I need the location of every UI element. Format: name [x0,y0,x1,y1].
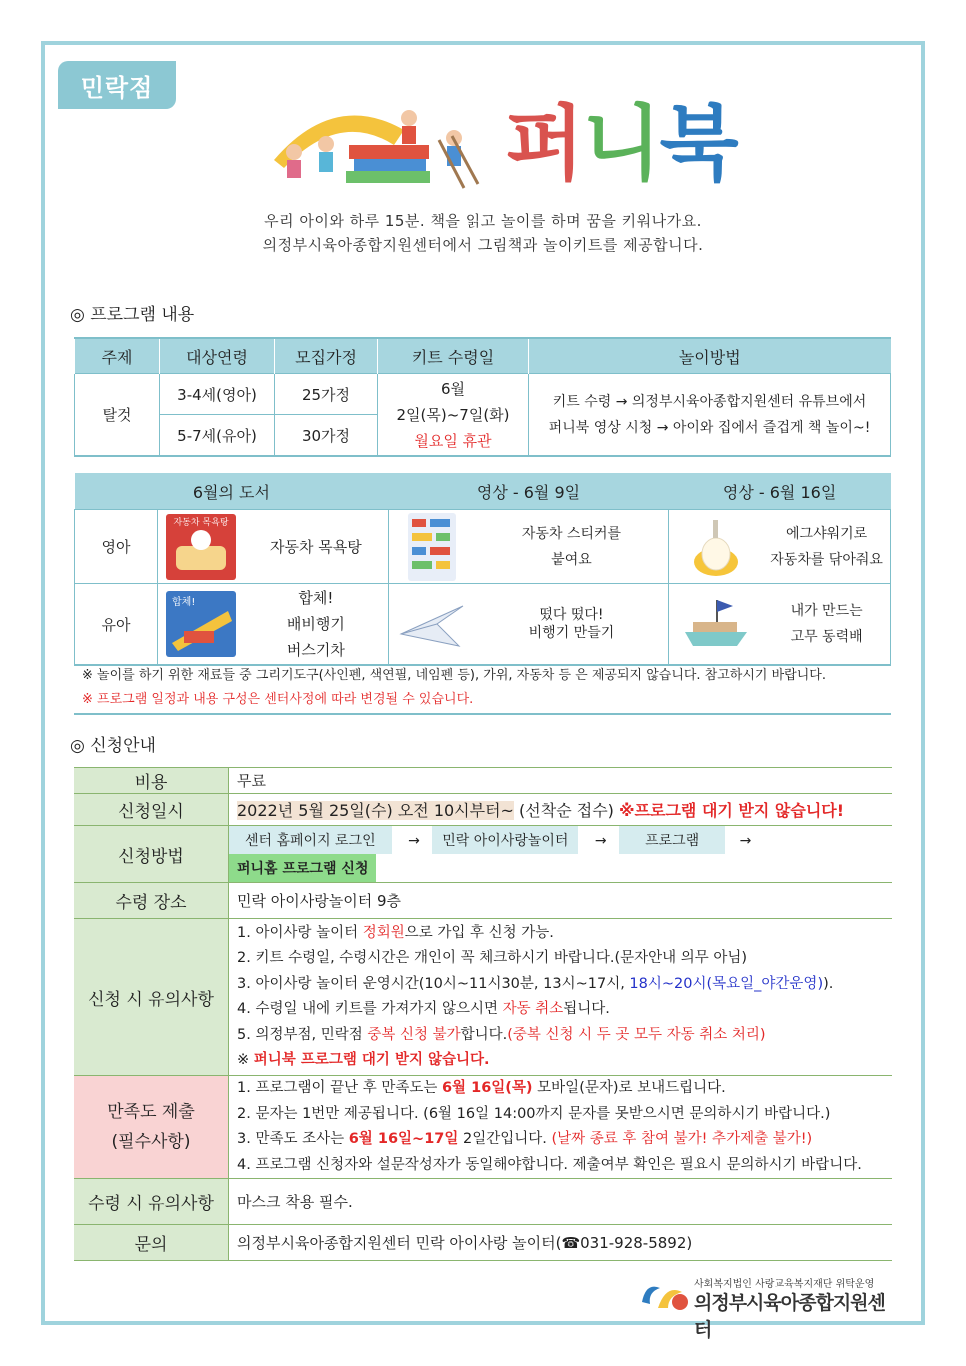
contact-value: 의정부시육아종합지원센터 민락 아이사랑 놀이터(☎031-928-5892) [229,1225,893,1261]
video-desc: 자동차 스티커를 붙여요 [475,510,669,584]
book-cover-image [166,514,236,580]
page-title: 퍼니북 [505,97,737,192]
intro-line-1: 우리 아이와 하루 15분. 책을 읽고 놀이를 하며 꿈을 키워나가요. [264,212,702,230]
row-label: 수령 장소 [74,883,229,919]
video-desc: 떴다 떴다! 비행기 만들기 [475,584,669,666]
method-steps: 센터 홈페이지 로그인 → 민락 아이사랑놀이터 → 프로그램 → 퍼니홈 프로그램 신청 [229,826,893,883]
rules-list: 1. 아이사랑 놀이터 정회원으로 가입 후 신청 가능. 2. 키트 수령일, 수령시간은 개인이 꼭 체크하시기 바랍니다.(문자안내 의무 아님) 3. 아이사랑 놀이터 운영시간(10시~11시30분, 13시~17시, 18시~20시(목요일_야간운영)). 4. 수령일 내에 키트를 가져가지 않으시면 자동 취소됩니다. 5. 의정부점, 민락점 중복 신청 불가합니다.(중복 신청 시 두 곳 모두 자동 취소 처리) ※ 퍼니북 프로그램 대기 받지 않습니다. [229,919,893,1076]
video-thumb [388,584,475,666]
households-cell: 25가정 [275,374,378,415]
video-thumb [388,510,475,584]
group-cell: 영아 [75,510,158,584]
households-cell: 30가정 [275,415,378,457]
video-thumb [669,510,764,584]
reading-children-illustration [254,100,484,190]
place-value: 민락 아이사랑놀이터 9층 [229,883,893,919]
kit-date-cell: 6월 2일(목)~7일(화) 월요일 휴관 [378,374,529,457]
center-logo-icon [636,1274,692,1314]
topic-cell: 탈것 [75,374,160,457]
col-header: 주제 [75,338,160,374]
row-label: 신청방법 [74,826,229,883]
section-heading-program: ◎ 프로그램 내용 [70,305,195,325]
rubber-boat-image [681,594,751,654]
row-label-survey: 만족도 제출 (필수사항) [74,1076,229,1179]
book-cover-image [166,591,236,657]
note-materials: ※ 놀이를 하기 위한 재료들 중 그리기도구(사인펜, 색연필, 네임펜 등), 가위, 자동차 등 은 제공되지 않습니다. 참고하시기 바랍니다. [82,668,826,683]
book-title: 합체! 배비행기 버스기차 [244,584,388,666]
method-cell: 키트 수령 → 의정부시육아종합지원센터 유튜브에서 퍼니북 영상 시청 → 아이와 집에서 즐겁게 책 놀이~! [529,374,891,457]
divider [74,713,891,715]
note-schedule: ※ 프로그램 일정과 내용 구성은 센터사정에 따라 변경될 수 있습니다. [82,692,474,707]
book-cover [158,584,245,666]
age-cell: 3-4세(영아) [160,374,275,415]
book-cover [158,510,245,584]
branch-badge: 민락점 [58,61,176,109]
intro-line-2: 의정부시육아종합지원센터에서 그림책과 놀이키트를 제공합니다. [262,236,704,254]
age-cell: 5-7세(유아) [160,415,275,457]
paper-plane-image [397,594,467,654]
col-header: 6월의 도서 [75,473,389,510]
row-label: 문의 [74,1225,229,1261]
col-header: 놀이방법 [529,338,891,374]
video-desc: 내가 만드는 고무 동력배 [763,584,890,666]
cost-value: 무료 [229,768,893,794]
date-value: 2022년 5월 25일(수) 오전 10시부터~ (선착순 접수) ※프로그램 대기 받지 않습니다! [229,794,893,826]
section-heading-apply: ◎ 신청안내 [70,736,156,756]
row-label: 신청일시 [74,794,229,826]
pickup-value: 마스크 착용 필수. [229,1179,893,1225]
row-label: 신청 시 유의사항 [74,919,229,1076]
group-cell: 유아 [75,584,158,666]
col-header: 대상연령 [160,338,275,374]
book-title: 자동차 목욕탕 [244,510,388,584]
row-label: 비용 [74,768,229,794]
video-thumb [669,584,764,666]
svg-text:자동차 목욕탕: 자동차 목욕탕 [173,517,229,528]
col-header: 영상 - 6월 16일 [669,473,891,510]
row-label: 수령 시 유의사항 [74,1179,229,1225]
sticker-sheet-image [408,513,456,581]
apply-table [74,767,892,1261]
video-desc: 에그샤워기로 자동차를 닦아줘요 [763,510,890,584]
col-header: 키트 수령일 [378,338,529,374]
books-table [74,473,891,666]
program-table [74,337,891,457]
survey-list: 1. 프로그램이 끝난 후 만족도는 6월 16일(목) 모바일(문자)로 보내드립니다. 2. 문자는 1번만 제공됩니다. (6월 16일 14:00까지 문자를 못받으시면 문의하시기 바랍니다.) 3. 만족도 조사는 6월 16일~17일 2일간입니다. (날짜 종료 후 참여 불가! 추가제출 불가!) 4. 프로그램 신청자와 설문작성자가 동일해야합니다. 제출여부 확인은 필요시 문의하시기 바랍니다. [229,1076,893,1179]
center-logo [636,1274,896,1341]
egg-shower-image [681,514,751,580]
svg-text:합체!: 합체! [172,597,196,608]
col-header: 모집가정 [275,338,378,374]
col-header: 영상 - 6월 9일 [388,473,668,510]
logo-subtitle: 사회복지법인 사랑교육복지재단 위탁운영 [694,1279,875,1290]
logo-name: 의정부시육아종합지원센터 [694,1292,885,1341]
